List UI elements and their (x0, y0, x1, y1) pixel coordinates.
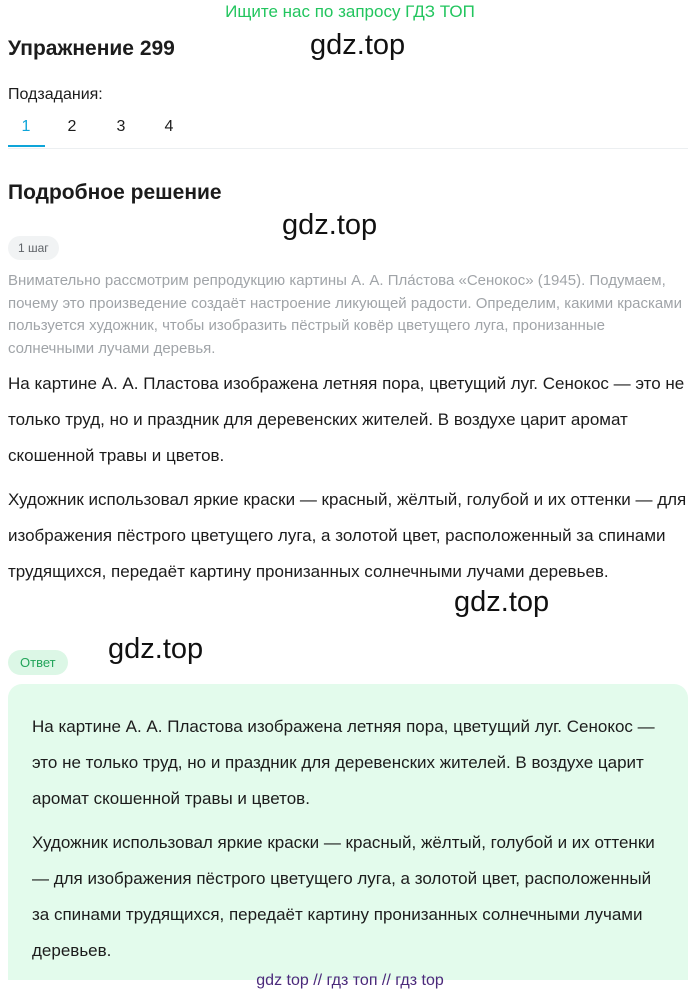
page-title: Упражнение 299 (8, 37, 175, 60)
footer-links[interactable]: gdz top // гдз топ // гдз top (256, 972, 444, 989)
tab-subtask-1[interactable]: 1 (21, 118, 31, 135)
tab-subtask-3[interactable]: 3 (116, 118, 126, 135)
subtasks-label: Подзадания: (8, 86, 103, 103)
answer-badge: Ответ (8, 650, 68, 675)
search-banner[interactable]: Ищите нас по запросу ГДЗ ТОП (225, 2, 475, 21)
active-tab-indicator (8, 145, 45, 147)
subtask-tabs (8, 114, 688, 149)
step-badge: 1 шаг (8, 236, 59, 260)
solution-hint: Внимательно рассмотрим репродукцию картины А. А. Пла́стова «Сенокос» (1945). Подумаем, почему это произведение создаёт настроение ликующей радости. Определим, какими красками пользуется художник, чтобы изобразить пёстрый ковёр цветущего луга, пронизанные солнечными лучами деревья. (8, 272, 682, 357)
watermark: gdz.top (310, 29, 406, 61)
solution-paragraph: Художник использовал яркие краски — красный, жёлтый, голубой и их оттенки — для изображения пёстрого цветущего луга, а золотой цвет, расположенный за спинами трудящихся, передаёт картину пронизанных солнечными лучами деревьев. (8, 490, 687, 581)
watermark: gdz.top (282, 209, 378, 241)
tab-subtask-2[interactable]: 2 (67, 118, 77, 135)
solution-title: Подробное решение (8, 181, 222, 204)
answer-box (8, 684, 688, 980)
solution-paragraph: На картине А. А. Пластова изображена летняя пора, цветущий луг. Сенокос — это не только труд, но и праздник для деревенских жителей. В воздухе царит аромат скошенной травы и цветов. (8, 374, 685, 465)
tab-subtask-4[interactable]: 4 (164, 118, 174, 135)
watermark: gdz.top (108, 633, 204, 665)
answer-paragraph: Художник использовал яркие краски — красный, жёлтый, голубой и их оттенки — для изображения пёстрого цветущего луга, а золотой цвет, расположенный за спинами трудящихся, передаёт картину пронизанных солнечными лучами деревьев. (32, 833, 655, 960)
answer-paragraph: На картине А. А. Пластова изображена летняя пора, цветущий луг. Сенокос — это не только труд, но и праздник для деревенских жителей. В воздухе царит аромат скошенной травы и цветов. (32, 717, 655, 808)
watermark: gdz.top (454, 586, 550, 618)
